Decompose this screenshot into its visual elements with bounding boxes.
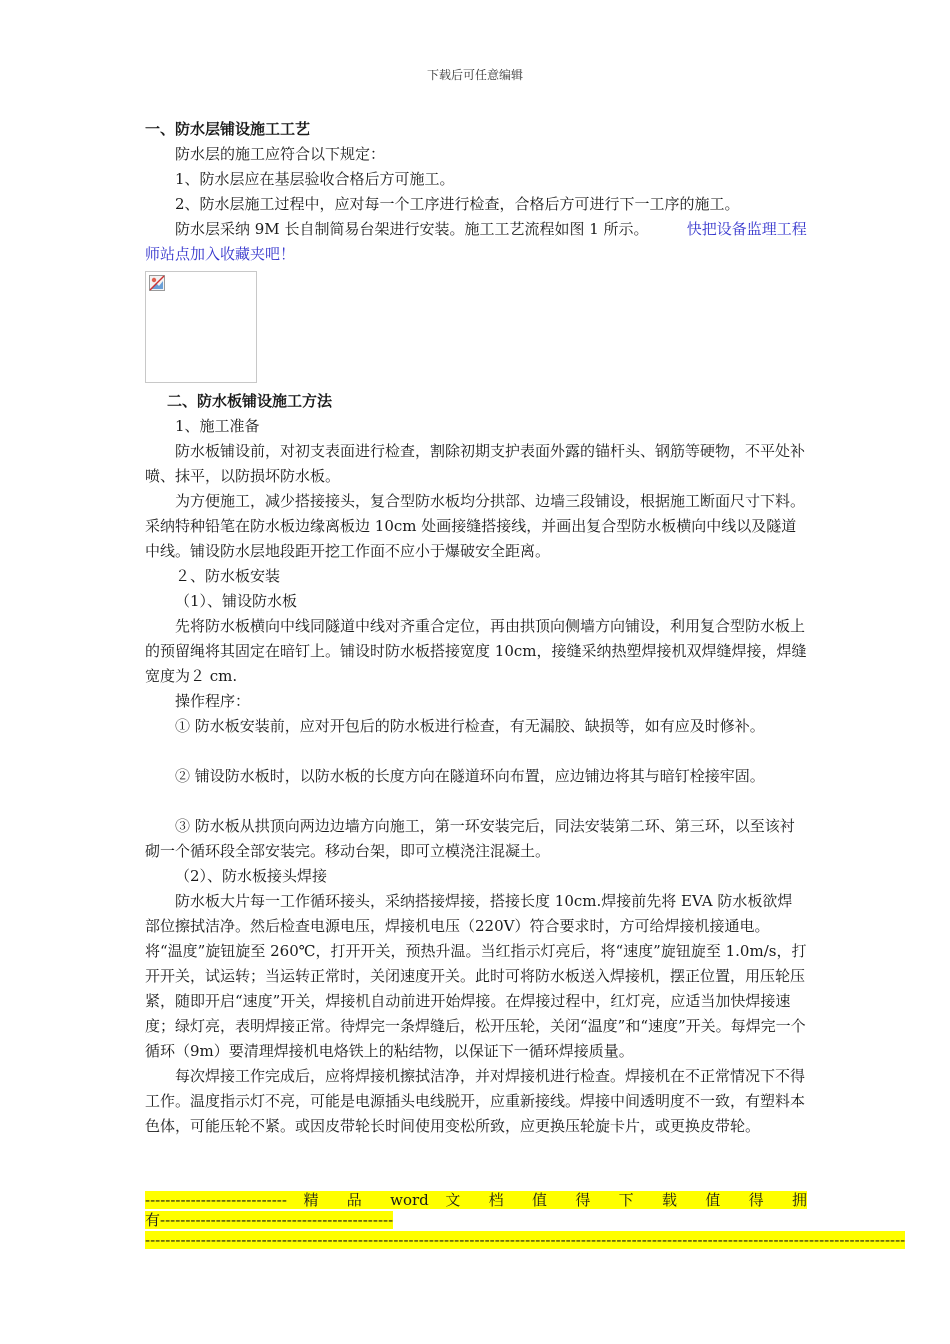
section1-title: 一、防水层铺设施工工艺 xyxy=(145,120,311,138)
step-2: ② 铺设防水板时，以防水板的长度方向在隧道环向布置，应边铺边将其与暗钉栓接牢固。 xyxy=(175,767,765,785)
footer-line-1b xyxy=(145,1210,807,1230)
step-3: ③ 防水板从拱顶向两边边墙方向施工，第一环安装完后，同法安装第二环、第三环，以至该衬砌一个循环段全部安装完。移动台架，即可立模浇注混凝土。 xyxy=(145,817,795,860)
section2-title: 二、防水板铺设施工方法 xyxy=(167,392,333,410)
figure-1-image-placeholder xyxy=(145,271,257,383)
section1-process-text: 防水层采纳 9M 长自制简易台架进行安装。施工工艺流程如图 1 所示。 xyxy=(175,220,649,238)
section2-paragraph-5: 每次焊接工作完成后，应将焊接机擦拭洁净，并对焊接机进行检查。焊接机在不正常情况下不得工作。温度指示灯不亮，可能是电源插头电线脱开，应重新接线。焊接中间透明度不一致，有塑料本色体，可能压轮不紧。或因皮带轮长时间使用变松所致，应更换压轮旋卡片，或更换皮带轮。 xyxy=(145,1067,806,1135)
section1-rule1: 1、防水层应在基层验收合格后方可施工。 xyxy=(175,170,455,188)
footer-highlight-banner xyxy=(145,1190,906,1250)
blank-line xyxy=(145,739,807,764)
footer-line-1b-text: 有---------------------------------------------- xyxy=(145,1211,394,1229)
footer-line-1a xyxy=(145,1190,807,1210)
steps-title: 操作程序： xyxy=(175,692,251,710)
section2-paragraph-2: 为方便施工，减少搭接接头，复合型防水板均分拱部、边墙三段铺设，根据施工断面尺寸下料。采纳特种铅笔在防水板边缘离板边 10cm 处画接缝搭接线，并画出复合型防水板横向中线以及隧道中线。铺设防水层地段距开挖工作面不应小于爆破安全距离。 xyxy=(145,492,806,560)
footer-line-2 xyxy=(145,1230,906,1250)
section1-intro: 防水层的施工应符合以下规定： xyxy=(175,145,386,163)
section2-sub2-2: （2）、防水板接头焊接 xyxy=(175,867,328,885)
section2-sub2: ２、防水板安装 xyxy=(175,567,281,585)
section2-paragraph-3: 先将防水板横向中线同隧道中线对齐重合定位，再由拱顶向侧墙方向铺设，利用复合型防水板上的预留绳将其固定在暗钉上。铺设时防水板搭接宽度 10cm，接缝采纳热塑焊接机双焊缝焊接，焊缝宽度为２ cm. xyxy=(145,617,807,685)
broken-image-icon xyxy=(149,275,165,291)
section2-paragraph-4: 防水板大片每一工作循环接头，采纳搭接焊接，搭接长度 10cm.焊接前先将 EVA 防水板欲焊部位擦拭洁净。然后检查电源电压，焊接机电压（220V）符合要求时，方可给焊接机接通电。将“温度”旋钮旋至 260℃，打开开关，预热升温。当红指示灯亮后，将“速度”旋钮旋至 1.0m/s，打开开关，试运转；当运转正常时，关闭速度开关。此时可将防水板送入焊接机，摆正位置，用压轮压紧，随即开启“速度”开关，焊接机自动前进开始焊接。在焊接过程中，红灯亮，应适当加快焊接速度；绿灯亮，表明焊接正常。待焊完一条焊缝后，松开压轮，关闭“温度”和“速度”开关。每焊完一个循环（9m）要清理焊接机电烙铁上的粘结物，以保证下一循环焊接质量。 xyxy=(145,892,807,1060)
header-note: 下载后可任意编辑 xyxy=(426,68,523,82)
section2-paragraph-1: 防水板铺设前，对初支表面进行检查，割除初期支护表面外露的锚杆头、钢筋等硬物，不平处补喷、抹平，以防损坏防水板。 xyxy=(145,442,806,485)
bookmark-link[interactable]: 快把设备监理工程师站点加入收藏夹吧！ xyxy=(145,220,807,263)
section2-sub1: 1、施工准备 xyxy=(175,417,260,435)
footer-line-2-text: ------------------------------------------------------------------------------------------------------------------------------------------------------ xyxy=(145,1231,906,1249)
blank-line xyxy=(145,789,807,814)
section1-rule2: 2、防水层施工过程中，应对每一个工序进行检查，合格后方可进行下一工序的施工。 xyxy=(175,195,740,213)
step-1: ① 防水板安装前，应对开包后的防水板进行检查，有无漏胶、缺损等，如有应及时修补。 xyxy=(175,717,765,735)
document-body xyxy=(145,117,807,1139)
section1-process-paragraph xyxy=(145,217,807,267)
section2-sub2-1: （1）、铺设防水板 xyxy=(175,592,298,610)
footer-line-1a-text: ---------------------------- 精 品 word 文 档 值 得 下 载 值 得 拥 xyxy=(145,1191,807,1209)
